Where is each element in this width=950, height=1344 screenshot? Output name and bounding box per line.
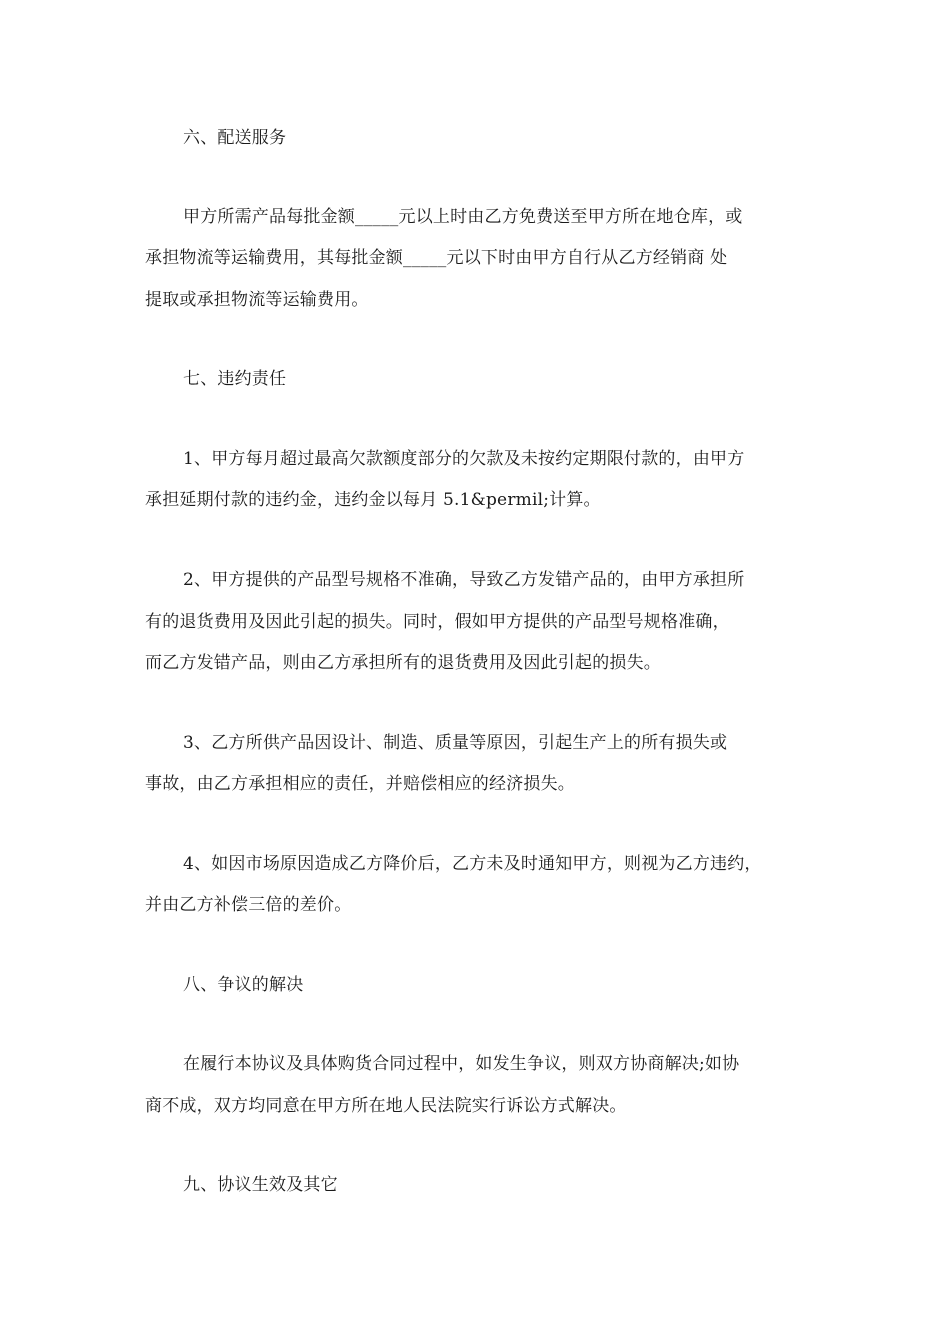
clause-line: 3、乙方所供产品因设计、制造、质量等原因，引起生产上的所有损失或 bbox=[183, 733, 728, 753]
clause-line: 4、如因市场原因造成乙方降价后，乙方未及时通知甲方，则视为乙方违约， bbox=[183, 854, 762, 874]
section-heading-delivery: 六、配送服务 bbox=[183, 128, 287, 148]
paragraph-line: 甲方所需产品每批金额_____元以上时由乙方免费送至甲方所在地仓库，或 bbox=[183, 207, 743, 227]
paragraph-line: 在履行本协议及具体购货合同过程中，如发生争议，则双方协商解决;如协 bbox=[183, 1054, 740, 1074]
section-heading-disputes: 八、争议的解决 bbox=[183, 975, 304, 995]
paragraph-line: 商不成，双方均同意在甲方所在地人民法院实行诉讼方式解决。 bbox=[145, 1096, 627, 1116]
clause-line: 2、甲方提供的产品型号规格不准确，导致乙方发错产品的，由甲方承担所 bbox=[183, 570, 745, 590]
paragraph-line: 提取或承担物流等运输费用。 bbox=[145, 290, 369, 310]
clause-line: 有的退货费用及因此引起的损失。同时，假如甲方提供的产品型号规格准确， bbox=[145, 612, 730, 632]
section-heading-liability: 七、违约责任 bbox=[183, 369, 287, 389]
section-heading-effectiveness: 九、协议生效及其它 bbox=[183, 1175, 338, 1195]
clause-line: 1、甲方每月超过最高欠款额度部分的欠款及未按约定期限付款的，由甲方 bbox=[183, 449, 745, 469]
paragraph-line: 承担物流等运输费用，其每批金额_____元以下时由甲方自行从乙方经销商 处 bbox=[145, 248, 728, 268]
clause-line: 而乙方发错产品，则由乙方承担所有的退货费用及因此引起的损失。 bbox=[145, 653, 661, 673]
clause-line: 承担延期付款的违约金，违约金以每月 5.1&permil;计算。 bbox=[145, 490, 601, 510]
clause-line: 并由乙方补偿三倍的差价。 bbox=[145, 895, 352, 915]
clause-line: 事故，由乙方承担相应的责任，并赔偿相应的经济损失。 bbox=[145, 774, 575, 794]
